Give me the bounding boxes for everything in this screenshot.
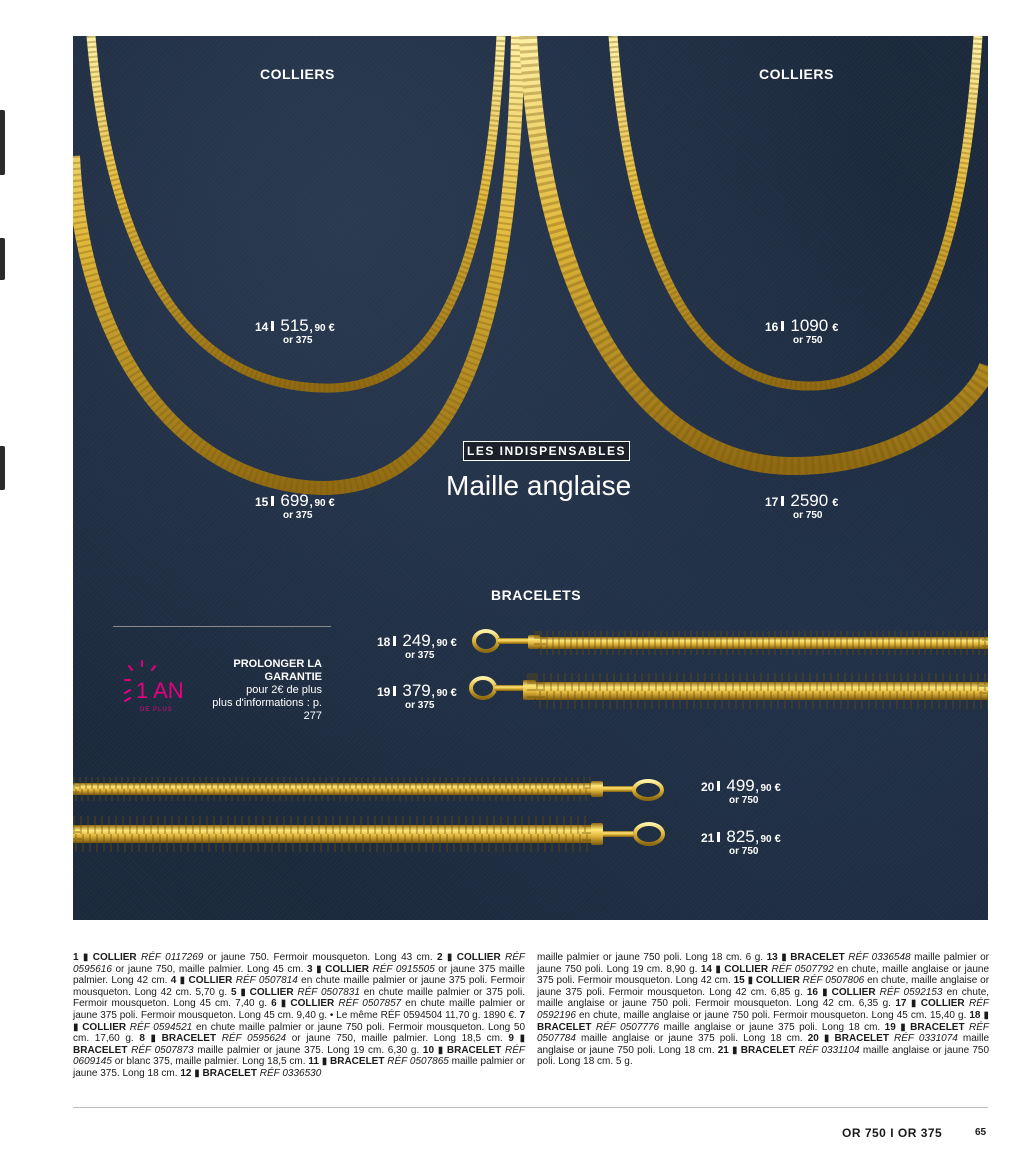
item-number: 4: [170, 975, 177, 987]
promo-title-line2: GARANTIE: [264, 671, 322, 683]
item-number: 6: [271, 998, 277, 1010]
price-label-20: [701, 776, 781, 806]
item-ref: RÉF 0595616: [73, 952, 526, 975]
item-number: 17: [765, 495, 779, 509]
item-ref: RÉF 0594521: [129, 1021, 193, 1033]
item-details: en chute, maille anglaise or jaune 750 poli. Fermoir mousqueton. Long 42 cm. 6,35 g.: [537, 986, 990, 1010]
item-number: 5: [230, 986, 237, 998]
description-entry: 4 ▮ COLLIER RÉF 0507814 en chute maille palmier or jaune 375 poli. Fermoir mousqueton. Long 42 cm. 5,70 g.: [73, 975, 526, 998]
item-details: maille anglaise or jaune 750 poli. Long 18 cm.: [537, 1033, 990, 1056]
description-entry: 13 ▮ BRACELET RÉF 0336548 maille palmier or jaune 750 poli. Long 19 cm. 8,90 g.: [537, 952, 990, 975]
price-label-17: [765, 491, 838, 521]
item-ref: RÉF 0507806: [802, 975, 865, 987]
description-entry: 16 ▮ COLLIER RÉF 0592153 en chute, maille anglaise or jaune 750 poli. Fermoir mousqueton. Long 42 cm. 6,35 g.: [537, 986, 990, 1010]
promo-title-line1: PROLONGER LA: [233, 658, 322, 670]
price-cents: 90: [314, 498, 326, 509]
product-descriptions-col2: [537, 952, 989, 1068]
item-ref: RÉF 0595624: [221, 1033, 287, 1045]
price-amount: 1090: [790, 316, 829, 335]
price-amount: 699,: [280, 491, 314, 510]
item-details: en chute, maille anglaise or jaune 375 poli. Fermoir mousqueton. Long 42 cm. 6,85 g.: [537, 975, 990, 998]
item-ref: RÉF 0336530: [259, 1067, 322, 1079]
item-number: 10: [422, 1044, 435, 1056]
price-currency: €: [832, 497, 839, 509]
warranty-icon-text: 1 AN: [136, 678, 182, 703]
item-number: 14: [700, 963, 712, 975]
description-entry: 18 ▮ BRACELET RÉF 0507776 maille anglaise or jaune 375 poli. Long 18 cm.: [537, 1009, 989, 1033]
item-ref: RÉF 0507865: [387, 1056, 449, 1068]
item-ref: RÉF 0609145: [73, 1044, 526, 1068]
item-type: COLLIER: [249, 986, 294, 998]
item-number: 2: [437, 952, 443, 963]
price-amount: 249,: [402, 631, 436, 650]
necklace-17: [528, 36, 988, 466]
item-number: 19: [884, 1021, 896, 1033]
item-number: 11: [308, 1056, 319, 1068]
price-amount: 379,: [402, 681, 436, 700]
product-descriptions-col1: [73, 952, 525, 1080]
bracelet-19: [471, 678, 988, 700]
item-type: BRACELET: [330, 1056, 385, 1068]
item-ref: RÉF 0592153: [879, 986, 943, 998]
item-details: maille anglaise or jaune 750 poli. Long 18 cm. 5 g.: [537, 1044, 990, 1068]
description-entry: 21 ▮ BRACELET RÉF 0331104 maille anglaise or jaune 750 poli. Long 18 cm. 5 g.: [537, 1044, 990, 1068]
item-ref: RÉF 0915505: [372, 963, 435, 975]
one-year-warranty-icon: [122, 660, 182, 715]
price-currency: €: [774, 833, 781, 845]
price-label-19: [377, 681, 457, 711]
promo-price-line: pour 2€ de plus: [246, 684, 322, 696]
price-amount: 515,: [280, 316, 314, 335]
item-type: COLLIER: [831, 986, 876, 998]
item-ref: RÉF 0117269: [141, 952, 204, 963]
item-number: 12: [180, 1067, 192, 1079]
item-details: maille anglaise or jaune 375 poli. Long 18 cm.: [663, 1021, 881, 1033]
price-label-18: [377, 631, 457, 661]
page-edge-mark: [0, 446, 5, 490]
metal-label: or 375: [405, 650, 435, 661]
item-details: en chute maille palmier or jaune 750 poli. Fermoir mousqueton. Long 50 cm. 17,60 g.: [73, 1021, 526, 1045]
heading-colliers-right: COLLIERS: [759, 66, 834, 82]
price-currency: €: [328, 497, 335, 509]
item-number: 18: [377, 635, 391, 649]
item-type: COLLIER: [325, 963, 369, 975]
promo-info-line: plus d'informations : p. 277: [212, 697, 322, 722]
metal-label: or 750: [729, 795, 759, 806]
item-number: 17: [895, 998, 907, 1010]
description-entry: 14 ▮ COLLIER RÉF 0507792 en chute, maille anglaise or jaune 375 poli. Fermoir mousqueton. Long 42 cm.: [537, 963, 990, 987]
item-ref: RÉF 0592196: [537, 998, 990, 1021]
item-number: 8: [139, 1033, 145, 1045]
item-details: or jaune 750. Fermoir mousqueton. Long 43 cm.: [207, 952, 433, 963]
price-amount: 825,: [726, 827, 760, 846]
description-entry: 20 ▮ BRACELET RÉF 0331074 maille anglaise or jaune 750 poli. Long 18 cm.: [537, 1033, 990, 1056]
item-type: BRACELET: [446, 1044, 502, 1056]
metal-label: or 375: [283, 335, 313, 346]
price-currency: €: [832, 322, 839, 334]
item-number: 19: [377, 685, 391, 699]
price-label-15: [255, 491, 335, 521]
item-number: 7: [519, 1009, 526, 1021]
item-details: or jaune 750, maille palmier. Long 18,5 cm.: [291, 1033, 503, 1045]
price-cents: 90: [760, 783, 772, 794]
item-type: BRACELET: [740, 1044, 796, 1056]
description-entry: 3 ▮ COLLIER RÉF 0915505 or jaune 375 maille palmier. Long 42 cm.: [73, 963, 525, 987]
item-type: COLLIER: [82, 1021, 127, 1033]
section-tag: LES INDISPENSABLES: [463, 441, 630, 461]
price-amount: 2590: [790, 491, 829, 510]
item-number: 1: [73, 952, 79, 963]
bracelet-21: [73, 823, 663, 845]
item-type: COLLIER: [188, 975, 233, 987]
item-number: 21: [701, 831, 715, 845]
item-ref: RÉF 0336548: [848, 952, 911, 963]
description-entry: 2 ▮ COLLIER RÉF 0595616 or jaune 750, maille palmier. Long 45 cm.: [73, 952, 526, 975]
item-details: en chute, maille anglaise or jaune 375 poli. Fermoir mousqueton. Long 42 cm.: [537, 963, 990, 987]
item-type: COLLIER: [456, 952, 501, 963]
item-details: maille palmier or jaune 375. Long 18 cm.: [73, 1056, 525, 1079]
description-entry: 12 ▮ BRACELET RÉF 0336530: [180, 1067, 322, 1079]
warranty-icon-subtext: DE PLUS: [140, 707, 173, 713]
bracelet-18: [474, 631, 988, 651]
price-label-16: [765, 316, 838, 346]
price-currency: €: [328, 322, 335, 334]
warranty-promo: [196, 658, 322, 723]
promo-divider: [113, 626, 331, 627]
metal-label: or 750: [729, 846, 759, 857]
price-currency: €: [450, 637, 457, 649]
metal-label: or 750: [793, 335, 823, 346]
section-title: Maille anglaise: [446, 470, 632, 501]
item-type: BRACELET: [161, 1033, 217, 1045]
item-ref: RÉF 0507857: [338, 998, 402, 1010]
item-details: or jaune 750, maille palmier. Long 45 cm.: [115, 963, 304, 975]
metal-label: or 375: [283, 510, 313, 521]
description-entry: 17 ▮ COLLIER RÉF 0592196 en chute, maille anglaise or jaune 750 poli. Fermoir mousqueton. Long 45 cm. 15,40 g.: [537, 998, 990, 1021]
item-details: en chute, maille anglaise or jaune 750 poli. Fermoir mousqueton. Long 45 cm. 15,40 g.: [578, 1009, 967, 1021]
section-footer-label: OR 750 I OR 375: [842, 1126, 943, 1140]
item-ref: RÉF 0331074: [894, 1033, 958, 1045]
metal-label: or 375: [405, 700, 435, 711]
item-ref: RÉF 0507776: [595, 1021, 660, 1033]
price-amount: 499,: [726, 776, 760, 795]
item-number: 13: [766, 952, 778, 963]
description-entry: 19 ▮ BRACELET RÉF 0507784 maille anglaise or jaune 375 poli. Long 18 cm.: [537, 1021, 990, 1045]
footer-divider: [73, 1107, 988, 1108]
description-entry: 7 ▮ COLLIER RÉF 0594521 en chute maille palmier or jaune 750 poli. Fermoir mousqueton. Long 50 cm. 17,60 g.: [73, 1009, 526, 1045]
price-cents: 90: [760, 834, 772, 845]
item-number: 21: [717, 1044, 729, 1056]
item-details: en chute maille palmier or 375 poli. Fermoir mousqueton. Long 45 cm. 7,40 g.: [73, 986, 525, 1010]
item-number: 15: [255, 495, 269, 509]
item-details: en chute maille palmier or jaune 375 poli. Fermoir mousqueton. Long 42 cm. 5,70 g.: [73, 975, 526, 998]
item-ref: RÉF 0507784: [537, 1021, 990, 1045]
metal-label: or 750: [793, 510, 823, 521]
heading-bracelets: BRACELETS: [491, 587, 582, 603]
description-entry: 9 ▮ BRACELET RÉF 0507873 maille palmier or jaune 375. Long 19 cm. 6,30 g.: [73, 1033, 526, 1056]
necklace-15: [73, 36, 518, 488]
item-number: 14: [255, 320, 269, 334]
price-cents: 90: [436, 638, 448, 649]
item-ref: RÉF 0507814: [235, 975, 298, 987]
item-ref: RÉF 0507873: [131, 1044, 194, 1056]
item-details: or jaune 375 maille palmier. Long 42 cm.: [73, 963, 525, 987]
item-number: 9: [508, 1033, 514, 1045]
item-type: COLLIER: [724, 963, 769, 975]
item-number: 18: [969, 1009, 981, 1021]
price-currency: €: [450, 687, 457, 699]
price-label-21: [701, 827, 781, 857]
price-label-14: [255, 316, 335, 346]
price-cents: 90: [314, 323, 326, 334]
page-edge-mark: [0, 110, 5, 175]
item-type: COLLIER: [920, 998, 965, 1010]
description-entry: 1 ▮ COLLIER RÉF 0117269 or jaune 750. Fermoir mousqueton. Long 43 cm.: [73, 952, 433, 963]
description-entry: 6 ▮ COLLIER RÉF 0507857 en chute maille palmier or jaune 375 poli. Fermoir mousqueton. Long 45 cm. 9,40 g. • Le même RÉF 0594504 11,70 g. 1890 €.: [73, 998, 526, 1021]
item-type: BRACELET: [790, 952, 845, 963]
page-edge-mark: [0, 238, 5, 280]
item-type: COLLIER: [290, 998, 335, 1010]
description-entry: 5 ▮ COLLIER RÉF 0507831 en chute maille palmier or 375 poli. Fermoir mousqueton. Long 45 cm. 7,40 g.: [73, 986, 525, 1010]
description-entry: 11 ▮ BRACELET RÉF 0507865 maille palmier or jaune 375. Long 18 cm.: [73, 1056, 525, 1079]
item-type: COLLIER: [92, 952, 137, 963]
item-type: BRACELET: [537, 1021, 592, 1033]
item-number: 3: [307, 963, 313, 975]
item-number: 15: [733, 975, 745, 987]
item-number: 20: [807, 1033, 819, 1045]
description-continuation: maille palmier or jaune 750 poli. Long 18 cm. 6 g.: [537, 952, 764, 963]
description-entry: 10 ▮ BRACELET RÉF 0609145 or blanc 375, maille palmier. Long 18,5 cm.: [73, 1044, 526, 1068]
item-type: BRACELET: [73, 1044, 128, 1056]
item-details: or blanc 375, maille palmier. Long 18,5 cm.: [114, 1056, 306, 1068]
item-number: 16: [806, 986, 818, 998]
page-number: 65: [975, 1127, 987, 1138]
item-number: 16: [765, 320, 779, 334]
item-details: en chute maille palmier or jaune 375 poli. Fermoir mousqueton. Long 45 cm. 9,40 g. • Le même RÉF 0594504 11,70 g. 1890 €.: [73, 998, 526, 1021]
item-number: 20: [701, 780, 715, 794]
description-entry: 8 ▮ BRACELET RÉF 0595624 or jaune 750, maille palmier. Long 18,5 cm.: [139, 1033, 503, 1045]
item-type: BRACELET: [834, 1033, 889, 1045]
item-type: BRACELET: [202, 1067, 257, 1079]
item-ref: RÉF 0507831: [297, 986, 360, 998]
item-details: maille palmier or jaune 375. Long 19 cm. 6,30 g.: [197, 1044, 420, 1056]
item-type: COLLIER: [755, 975, 800, 987]
description-entry: 15 ▮ COLLIER RÉF 0507806 en chute, maille anglaise or jaune 375 poli. Fermoir mousqueton. Long 42 cm. 6,85 g.: [537, 975, 990, 998]
price-currency: €: [774, 782, 781, 794]
heading-colliers-left: COLLIERS: [260, 66, 335, 82]
item-ref: RÉF 0331104: [798, 1044, 860, 1056]
item-details: maille anglaise or jaune 375 poli. Long 18 cm.: [581, 1033, 803, 1045]
item-type: BRACELET: [910, 1021, 965, 1033]
item-details: maille palmier or jaune 750 poli. Long 19 cm. 8,90 g.: [537, 952, 990, 975]
bracelet-20: [73, 781, 662, 799]
item-ref: RÉF 0507792: [771, 963, 834, 975]
price-cents: 90: [436, 688, 448, 699]
